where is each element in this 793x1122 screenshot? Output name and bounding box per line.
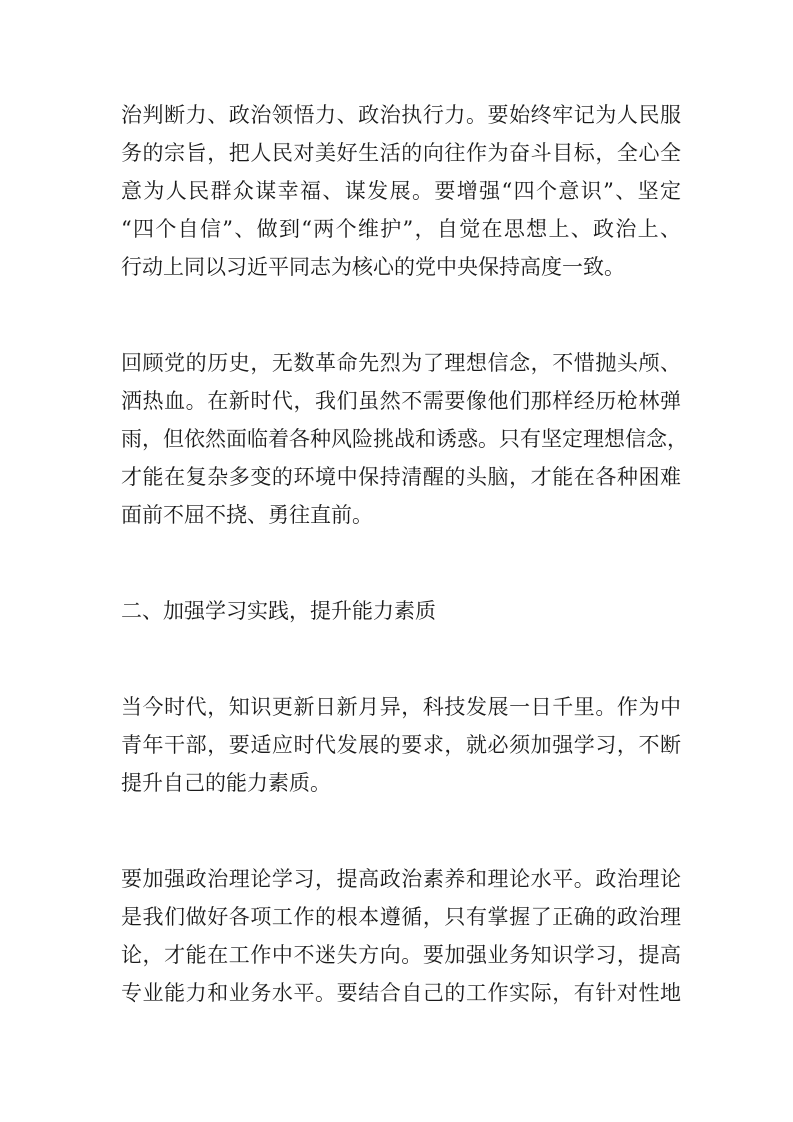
text-line: 雨，但依然面临着各种风险挑战和诱惑。只有坚定理想信念， xyxy=(121,427,688,451)
text-line: 当今时代，知识更新日新月异，科技发展一日千里。作为中 xyxy=(121,695,681,719)
text-line: 提升自己的能力素质。 xyxy=(121,771,331,795)
text-line: 才能在复杂多变的环境中保持清醒的头脑，才能在各种困难 xyxy=(121,465,681,489)
section-heading xyxy=(121,592,681,630)
paragraph-4 xyxy=(121,860,681,1012)
paragraph-2 xyxy=(121,344,688,534)
text-line: 要加强政治理论学习，提高政治素养和理论水平。政治理论 xyxy=(121,867,681,891)
text-line: 是我们做好各项工作的根本遵循，只有掌握了正确的政治理 xyxy=(121,905,681,929)
text-line: 青年干部，要适应时代发展的要求，就必须加强学习，不断 xyxy=(121,733,681,757)
document-body xyxy=(121,96,688,1012)
text-line: 意为人民群众谋幸福、谋发展。要增强“四个意识”、坚定 xyxy=(121,179,681,203)
text-line: 治判断力、政治领悟力、政治执行力。要始终牢记为人民服 xyxy=(121,103,681,127)
text-line: 行动上同以习近平同志为核心的党中央保持高度一致。 xyxy=(121,255,625,279)
paragraph-3 xyxy=(121,688,681,802)
heading-text: 二、加强学习实践，提升能力素质 xyxy=(121,599,436,623)
text-line: 专业能力和业务水平。要结合自己的工作实际，有针对性地 xyxy=(121,981,681,1005)
text-line: 论，才能在工作中不迷失方向。要加强业务知识学习，提高 xyxy=(121,943,681,967)
text-line: 务的宗旨，把人民对美好生活的向往作为奋斗目标，全心全 xyxy=(121,141,681,165)
paragraph-1 xyxy=(121,96,681,286)
text-line: 洒热血。在新时代，我们虽然不需要像他们那样经历枪林弹 xyxy=(121,389,681,413)
text-line: 面前不屈不挠、勇往直前。 xyxy=(121,503,373,527)
text-line: “四个自信”、做到“两个维护”，自觉在思想上、政治上、 xyxy=(121,217,681,241)
text-line: 回顾党的历史，无数革命先烈为了理想信念，不惜抛头颅、 xyxy=(121,351,681,375)
